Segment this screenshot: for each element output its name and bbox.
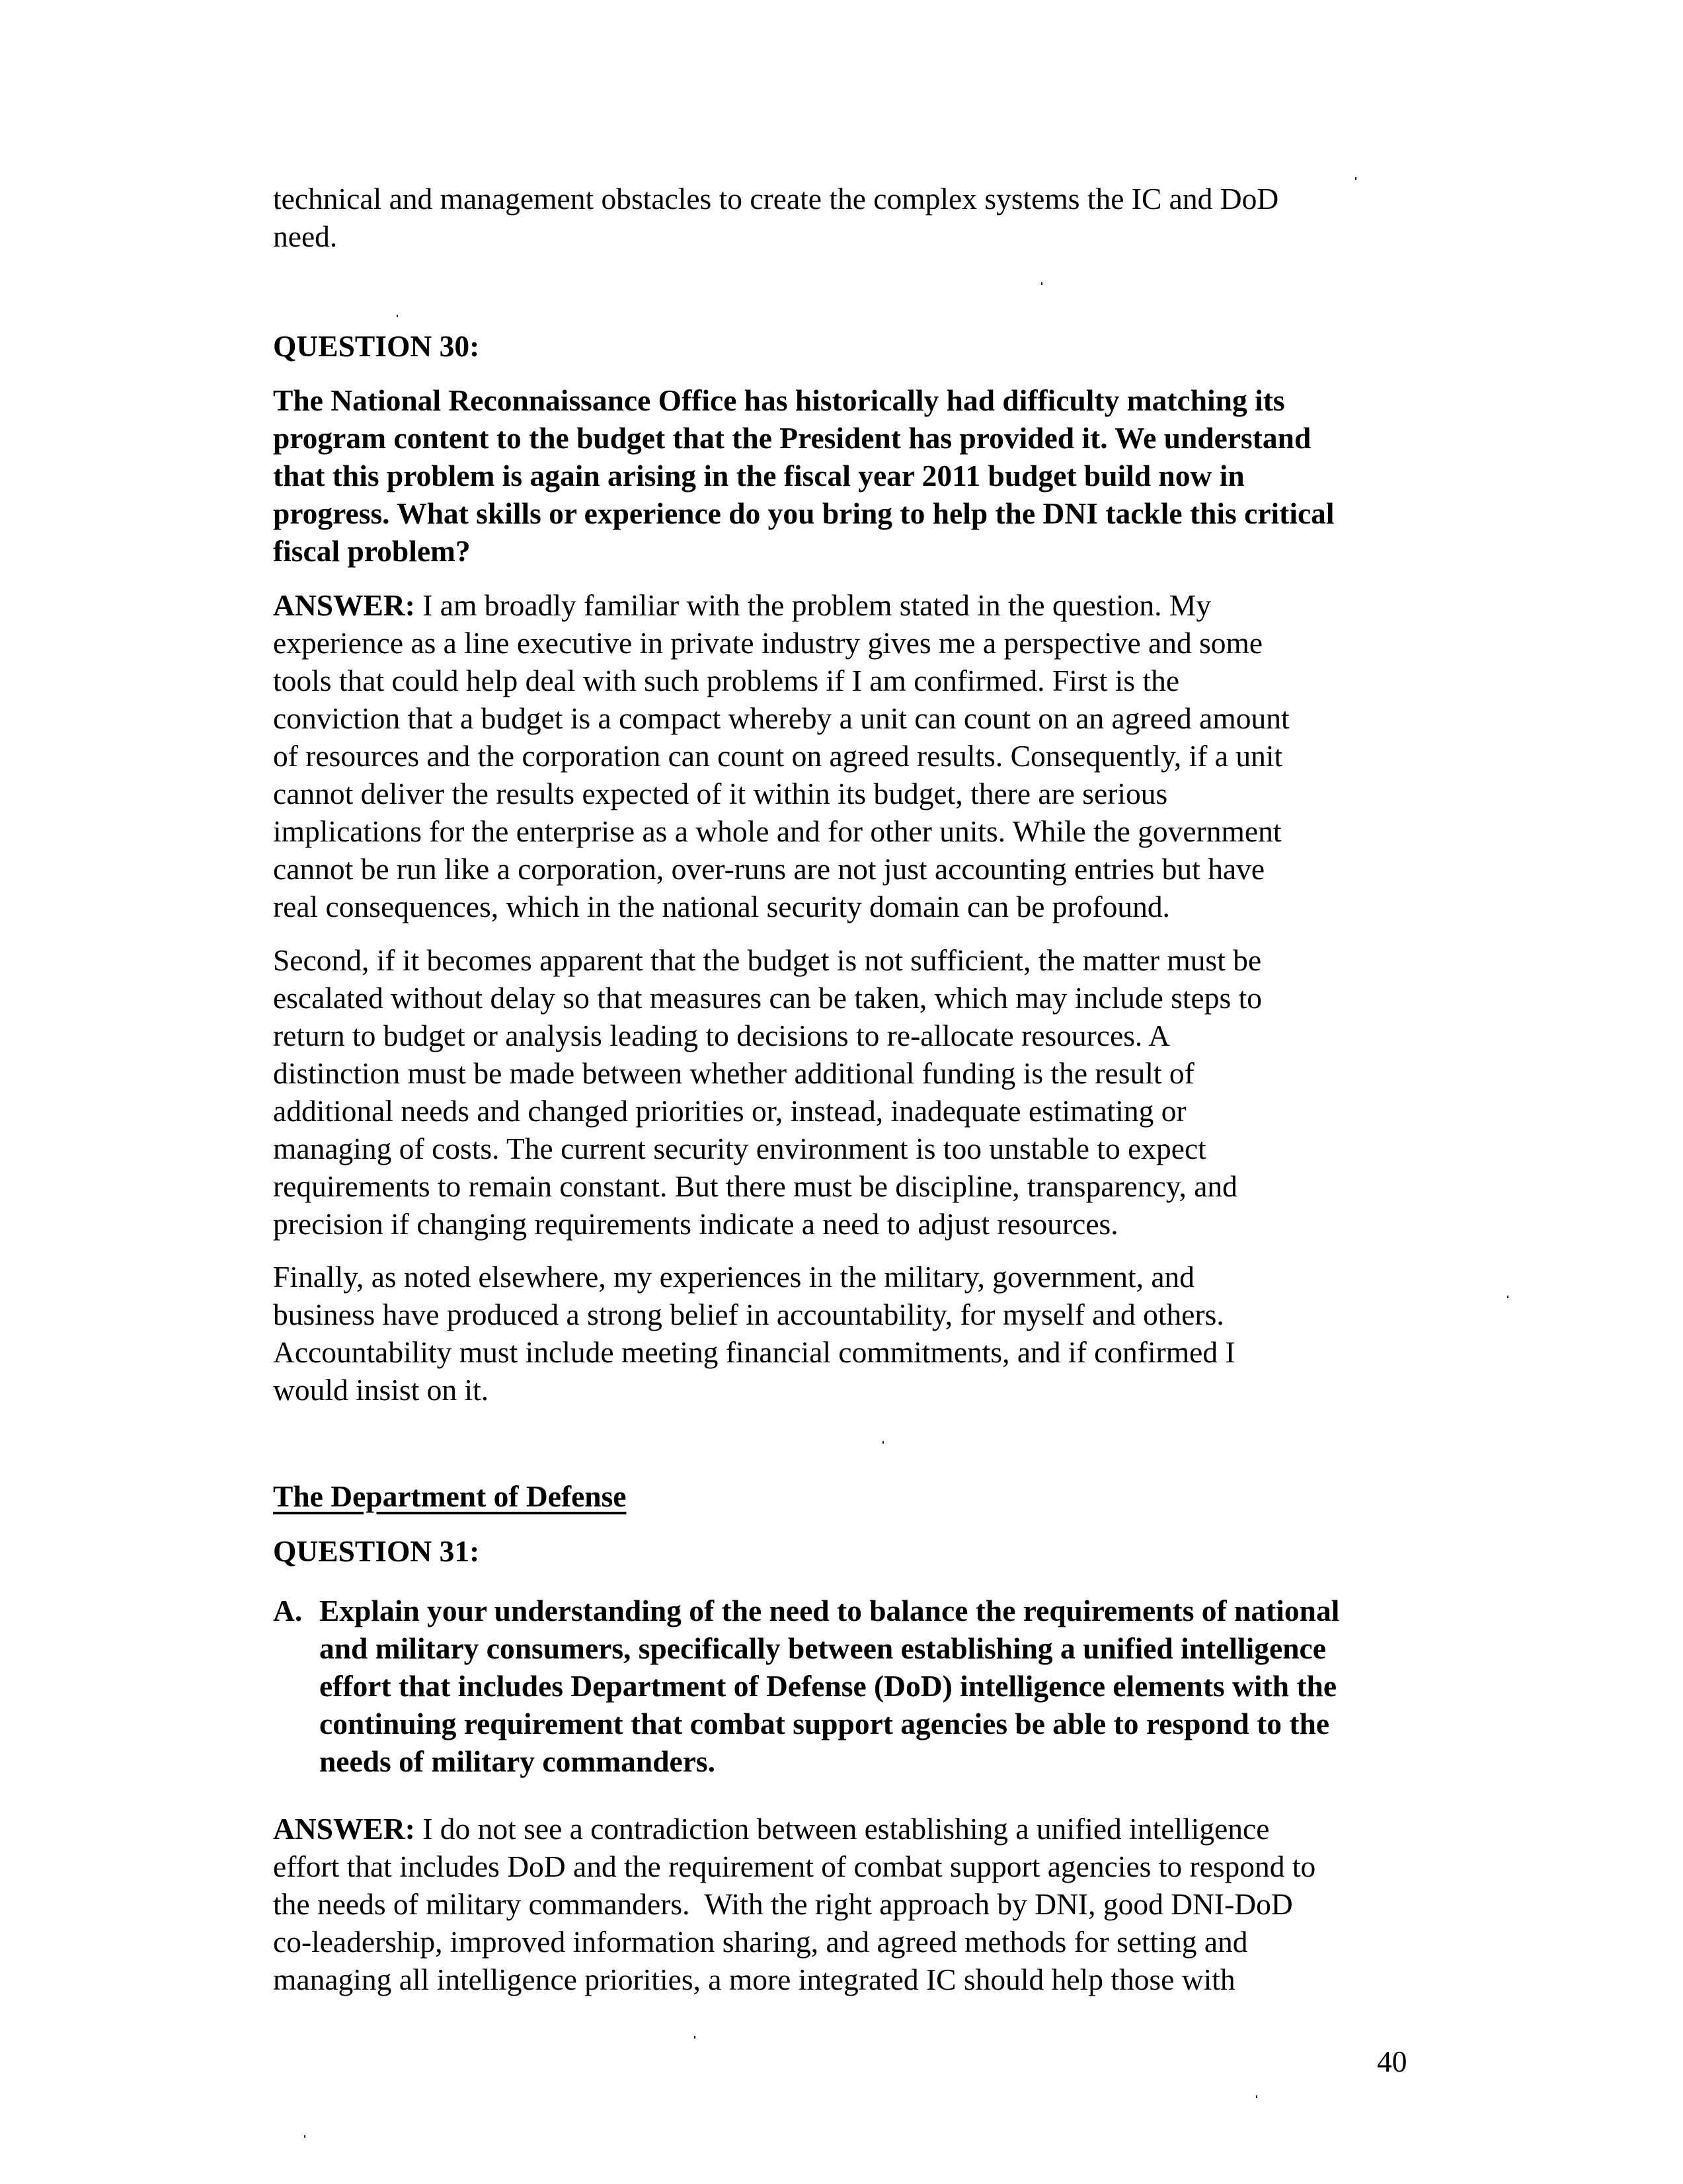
answer-label: ANSWER: — [273, 1812, 415, 1846]
text-line: Explain your understanding of the need to balance the requirements of national — [319, 1594, 1340, 1627]
text-line: and military consumers, specifically between establishing a unified intelligence — [319, 1631, 1326, 1665]
scan-speck — [694, 2036, 695, 2039]
section-title — [273, 1477, 1436, 1515]
text-line: Finally, as noted elsewhere, my experiences in the military, government, and — [273, 1260, 1195, 1294]
scan-speck — [1256, 2095, 1257, 2098]
text-line: need. — [273, 219, 338, 253]
text-line — [273, 586, 1436, 624]
section-title-text: The Department of Defense — [273, 1479, 627, 1513]
text-line: Second, if it becomes apparent that the budget is not sufficient, the matter must be — [273, 943, 1262, 977]
text-line: fiscal problem? — [273, 534, 471, 568]
text-line: that this problem is again arising in the fiscal year 2011 budget build now in — [273, 459, 1245, 492]
answer-30-paragraph-3 — [273, 1258, 1436, 1409]
answer-30-paragraph-2 — [273, 941, 1436, 1243]
question-30-text — [273, 381, 1436, 570]
scan-speck — [1355, 177, 1356, 180]
text-line: The National Reconnaissance Office has historically had difficulty matching its — [273, 383, 1285, 417]
scan-speck — [882, 1441, 884, 1444]
text-line: escalated without delay so that measures can be taken, which may include steps to — [273, 981, 1262, 1015]
text-line: progress. What skills or experience do you bring to help the DNI tackle this critical — [273, 496, 1335, 530]
text-line: conviction that a budget is a compact whereby a unit can count on an agreed amount — [273, 701, 1290, 735]
text-line: business have produced a strong belief in accountability, for myself and others. — [273, 1298, 1224, 1331]
text-line — [273, 1810, 1436, 1848]
question-31-heading: QUESTION 31: — [273, 1534, 480, 1568]
text-line: effort that includes Department of Defense (DoD) intelligence elements with the — [319, 1669, 1337, 1703]
text-line: cannot be run like a corporation, over-runs are not just accounting entries but have — [273, 852, 1265, 886]
text-line: tools that could help deal with such problems if I am confirmed. First is the — [273, 664, 1180, 697]
scan-speck — [1507, 1296, 1508, 1298]
text-line: managing all intelligence priorities, a more integrated IC should help those with — [273, 1963, 1235, 1996]
question-31-part-a-text — [319, 1592, 1436, 1780]
text-line: would insist on it. — [273, 1373, 489, 1407]
text-line: continuing requirement that combat support agencies be able to respond to the — [319, 1707, 1330, 1740]
text-line: technical and management obstacles to create the complex systems the IC and DoD — [273, 182, 1279, 215]
text-line: real consequences, which in the national security domain can be profound. — [273, 890, 1170, 923]
carryover-paragraph — [273, 180, 1436, 255]
text-line: program content to the budget that the President has provided it. We understand — [273, 421, 1311, 455]
question-31-part-a — [273, 1592, 1436, 1780]
text-line: co-leadership, improved information sharing, and agreed methods for setting and — [273, 1925, 1248, 1959]
text-line: requirements to remain constant. But there must be discipline, transparency, and — [273, 1169, 1237, 1203]
answer-text: I do not see a contradiction between establishing a unified intelligence — [414, 1812, 1270, 1846]
answer-31-paragraph — [273, 1810, 1436, 1998]
text-line: experience as a line executive in private industry gives me a perspective and some — [273, 626, 1263, 660]
scan-speck — [397, 315, 398, 317]
text-line: of resources and the corporation can count on agreed results. Consequently, if a unit — [273, 739, 1283, 773]
answer-text: I am broadly familiar with the problem stated in the question. My — [414, 588, 1212, 622]
list-marker: A. — [273, 1594, 303, 1627]
scan-speck — [304, 2135, 305, 2138]
text-line: distinction must be made between whether additional funding is the result of — [273, 1056, 1194, 1090]
text-line: return to budget or analysis leading to decisions to re-allocate resources. A — [273, 1019, 1171, 1052]
page-number: 40 — [1377, 2045, 1407, 2078]
text-line: additional needs and changed priorities or, instead, inadequate estimating or — [273, 1094, 1187, 1128]
text-line: effort that includes DoD and the requirement of combat support agencies to respond to — [273, 1850, 1316, 1883]
answer-label: ANSWER: — [273, 588, 415, 622]
text-line: precision if changing requirements indicate a need to adjust resources. — [273, 1207, 1118, 1241]
text-line: Accountability must include meeting financial commitments, and if confirmed I — [273, 1335, 1235, 1369]
answer-30-paragraph-1 — [273, 586, 1436, 925]
scan-speck — [1041, 282, 1042, 285]
text-line: managing of costs. The current security environment is too unstable to expect — [273, 1132, 1206, 1165]
text-line: cannot deliver the results expected of it within its budget, there are serious — [273, 777, 1168, 810]
text-line: implications for the enterprise as a whole and for other units. While the government — [273, 814, 1282, 848]
text-line: needs of military commanders. — [319, 1744, 715, 1778]
question-30-heading: QUESTION 30: — [273, 329, 480, 363]
text-line: the needs of military commanders. With the right approach by DNI, good DNI-DoD — [273, 1887, 1293, 1921]
